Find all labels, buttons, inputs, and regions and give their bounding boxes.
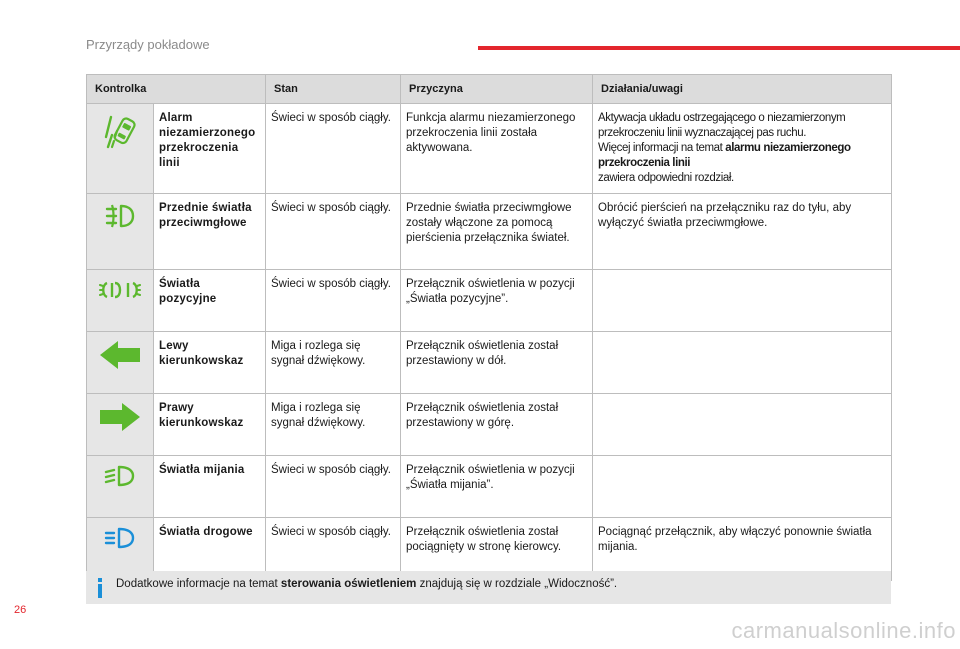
indicator-state: Świeci w sposób ciągły.	[266, 270, 401, 332]
indicator-action	[593, 104, 892, 194]
indicator-state: Miga i rozlega się sygnał dźwiękowy.	[266, 332, 401, 394]
action-text-bold: alarmu niezamierzonego przekroczenia linii	[598, 142, 851, 169]
dipped-beam-icon	[103, 480, 137, 492]
right-indicator-icon	[98, 424, 142, 436]
indicator-name: Światła drogowe	[154, 518, 266, 581]
sidelights-icon	[99, 294, 141, 306]
indicator-state: Świeci w sposób ciągły.	[266, 194, 401, 270]
indicator-cause: Przełącznik oświetlenia został przestawiony w górę.	[401, 394, 593, 456]
table-row	[87, 104, 892, 194]
indicator-action	[593, 394, 892, 456]
indicator-state: Świeci w sposób ciągły.	[266, 104, 401, 194]
indicator-cause: Przełącznik oświetlenia w pozycji „Światła mijania”.	[401, 456, 593, 518]
lane-departure-icon	[103, 142, 137, 154]
info-icon	[95, 578, 105, 598]
column-header-stan: Stan	[266, 75, 401, 104]
watermark: carmanualsonline.info	[731, 618, 956, 643]
action-text-3: zawiera odpowiedni rozdział.	[598, 172, 734, 184]
left-indicator-icon	[98, 362, 142, 374]
table-row	[87, 270, 892, 332]
column-header-przyczyna: Przyczyna	[401, 75, 593, 104]
indicator-action	[593, 270, 892, 332]
info-bold-link-text: sterowania oświetleniem	[280, 578, 417, 590]
indicator-table	[86, 74, 892, 581]
indicator-name: Światła mijania	[154, 456, 266, 518]
indicator-cause: Przednie światła przeciwmgłowe zostały włączone za pomocą pierścienia przełącznika świateł.	[401, 194, 593, 270]
page-header-title: Przyrządy pokładowe	[86, 37, 210, 52]
indicator-cause: Przełącznik oświetlenia w pozycji „Światła pozycyjne”.	[401, 270, 593, 332]
page-number: 26	[14, 604, 27, 616]
table-row	[87, 394, 892, 456]
indicator-action	[593, 456, 892, 518]
action-text-1: Aktywacja układu ostrzegającego o niezamierzonym przekroczeniu linii wyznaczającej pas ruchu.	[598, 112, 846, 139]
header-accent-bar	[478, 46, 960, 50]
indicator-cause: Przełącznik oświetlenia został pociągnięty w stronę kierowcy.	[401, 518, 593, 581]
table-row	[87, 456, 892, 518]
indicator-name: Lewy kierunkowskaz	[154, 332, 266, 394]
indicator-name: Światła pozycyjne	[154, 270, 266, 332]
indicator-state: Świeci w sposób ciągły.	[266, 456, 401, 518]
column-header-dzialania: Działania/uwagi	[593, 75, 892, 104]
indicator-state: Miga i rozlega się sygnał dźwiękowy.	[266, 394, 401, 456]
table-row	[87, 332, 892, 394]
info-prefix: Dodatkowe informacje na temat	[116, 578, 278, 590]
indicator-name: Prawy kierunkowskaz	[154, 394, 266, 456]
table-header-row	[87, 75, 892, 104]
column-header-kontrolka: Kontrolka	[87, 75, 266, 104]
indicator-name: Przednie światła przeciwmgłowe	[154, 194, 266, 270]
indicator-state: Świeci w sposób ciągły.	[266, 518, 401, 581]
indicator-cause: Funkcja alarmu niezamierzonego przekroczenia linii została aktywowana.	[401, 104, 593, 194]
info-suffix: znajdują się w rozdziale „Widoczność”.	[419, 578, 618, 590]
action-text-2: Więcej informacji na temat	[598, 142, 723, 154]
indicator-action: Obrócić pierścień na przełączniku raz do tyłu, aby wyłączyć światła przeciwmgłowe.	[593, 194, 892, 270]
front-fog-light-icon	[103, 222, 137, 234]
main-beam-icon	[103, 542, 137, 554]
info-text	[116, 578, 617, 590]
indicator-cause: Przełącznik oświetlenia został przestawiony w dół.	[401, 332, 593, 394]
indicator-action	[593, 332, 892, 394]
info-note	[86, 571, 891, 604]
indicator-action: Pociągnąć przełącznik, aby włączyć ponownie światła mijania.	[593, 518, 892, 581]
table-row	[87, 194, 892, 270]
indicator-name: Alarm niezamierzonego przekroczenia linii	[154, 104, 266, 194]
